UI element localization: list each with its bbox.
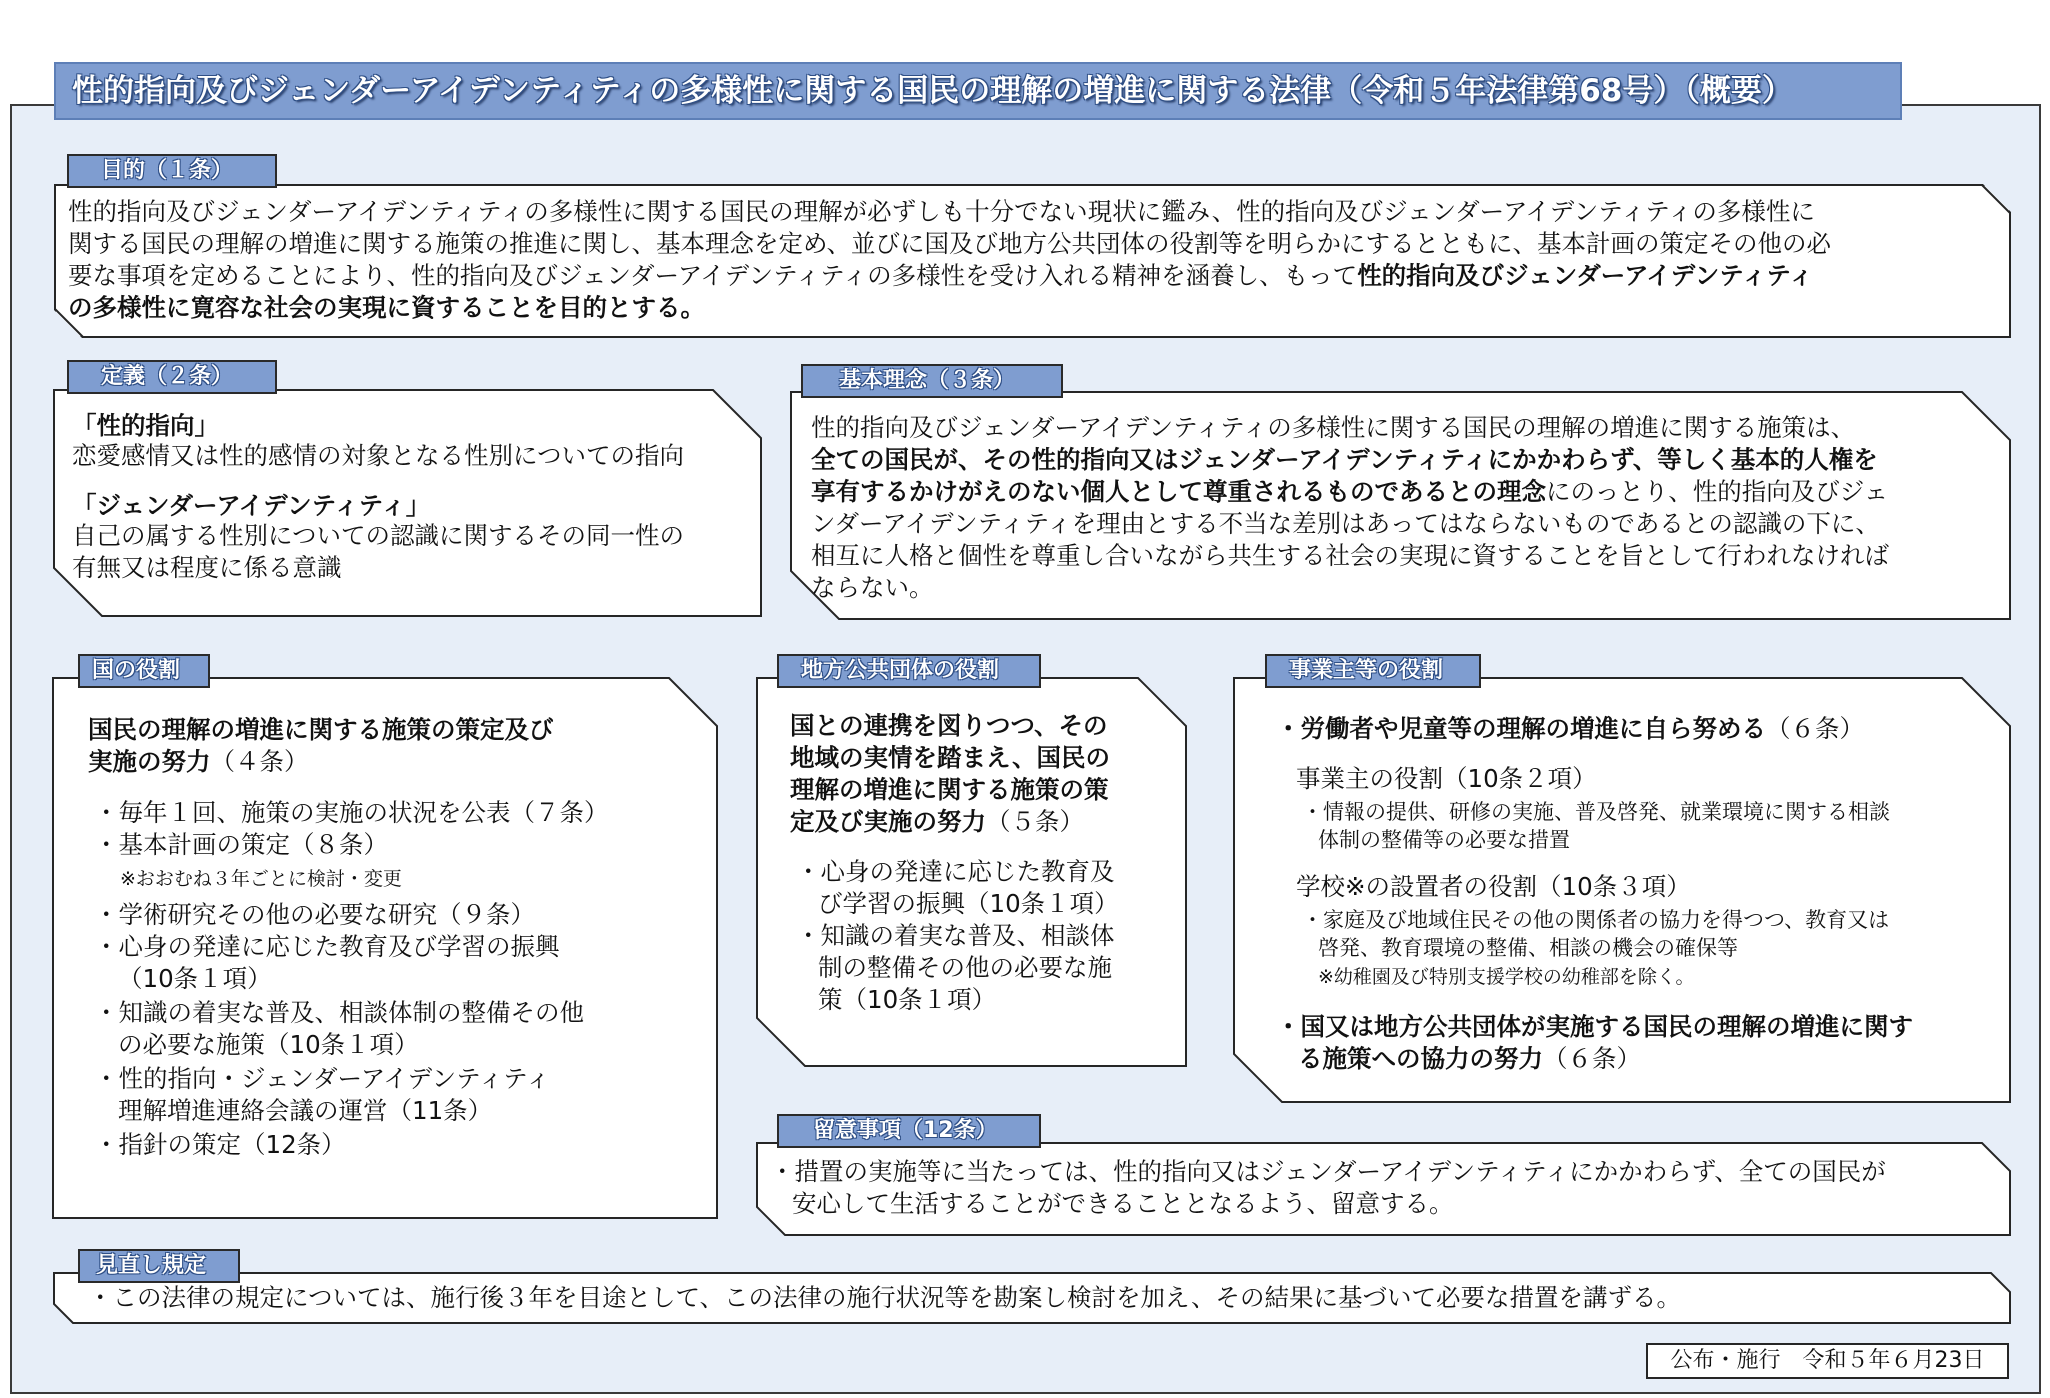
local-item-1-line-1: ・心身の発達に応じた教育及 xyxy=(796,857,1115,886)
national-item-4-cont: （10条１項） xyxy=(118,964,272,993)
employer-item-1: ・情報の提供、研修の実施、普及啓発、就業環境に関する相談 xyxy=(1302,800,1890,824)
local-lead-3: 理解の増進に関する施策の策 xyxy=(790,775,1109,804)
business-lead-2-line-2: る施策への協力の努力（６条） xyxy=(1298,1044,1641,1073)
business-lead-1: ・労働者や児童等の理解の増進に自ら努める（６条） xyxy=(1276,714,1864,743)
considerations-line-1: ・措置の実施等に当たっては、性的指向又はジェンダーアイデンティティにかかわらず、全ての国民が xyxy=(770,1157,1886,1186)
considerations-line-2: 安心して生活することができることとなるよう、留意する。 xyxy=(792,1189,1454,1218)
national-item-7: ・指針の策定（12条） xyxy=(94,1130,346,1159)
national-item-4: ・心身の発達に応じた教育及び学習の振興 xyxy=(94,932,560,961)
local-item-2-line-3: 策（10条１項） xyxy=(818,985,997,1014)
purpose-line-4: の多様性に寛容な社会の実現に資することを目的とする。 xyxy=(68,293,705,322)
basic-principle-heading: 基本理念（３条） xyxy=(801,364,1063,398)
employer-item-2: 体制の整備等の必要な措置 xyxy=(1318,828,1570,852)
school-role-title: 学校※の設置者の役割（10条３項） xyxy=(1296,872,1691,901)
national-note: ※おおむね３年ごとに検討・変更 xyxy=(120,868,402,890)
local-lead-4: 定及び実施の努力（５条） xyxy=(790,807,1084,836)
national-lead-2: 実施の努力（４条） xyxy=(88,747,309,776)
employer-role-title: 事業主の役割（10条２項） xyxy=(1296,764,1597,793)
review-line: ・この法律の規定については、施行後３年を目途として、この法律の施行状況等を勘案し検討を加え、その結果に基づいて必要な措置を講ずる。 xyxy=(88,1283,1681,1312)
national-item-5-cont: の必要な施策（10条１項） xyxy=(118,1030,419,1059)
local-lead-2: 地域の実情を踏まえ、国民の xyxy=(790,743,1110,772)
national-item-5: ・知識の着実な普及、相談体制の整備その他 xyxy=(94,998,584,1027)
principle-line-3: 享有するかけがえのない個人として尊重されるものであるとの理念にのっとり、性的指向及びジェ xyxy=(811,477,1889,506)
promulgation-date: 公布・施行 令和５年６月23日 xyxy=(1646,1343,2009,1379)
principle-line-6: ならない。 xyxy=(811,573,934,602)
def-gender-identity-2: 有無又は程度に係る意識 xyxy=(72,553,342,582)
business-lead-2-line-1: ・国又は地方公共団体が実施する国民の理解の増進に関す xyxy=(1276,1012,1913,1041)
local-role-heading: 地方公共団体の役割 xyxy=(777,654,1041,688)
school-item-1: ・家庭及び地域住民その他の関係者の協力を得つつ、教育又は xyxy=(1302,908,1890,932)
local-item-2-line-2: 制の整備その他の必要な施 xyxy=(818,953,1112,982)
considerations-heading: 留意事項（12条） xyxy=(777,1114,1041,1148)
definitions-heading: 定義（２条） xyxy=(67,360,277,394)
purpose-line-1: 性的指向及びジェンダーアイデンティティの多様性に関する国民の理解が必ずしも十分でない現状に鑑み、性的指向及びジェンダーアイデンティティの多様性に xyxy=(68,197,1815,226)
purpose-heading: 目的（１条） xyxy=(67,154,277,188)
local-lead-1: 国との連携を図りつつ、その xyxy=(790,711,1108,740)
def-gender-identity-1: 自己の属する性別についての認識に関するその同一性の xyxy=(72,521,685,550)
school-item-2: 啓発、教育環境の整備、相談の機会の確保等 xyxy=(1318,936,1738,960)
national-item-2: ・基本計画の策定（８条） xyxy=(94,830,388,859)
local-item-2-line-1: ・知識の着実な普及、相談体 xyxy=(796,921,1115,950)
business-role-heading: 事業主等の役割 xyxy=(1265,654,1481,688)
purpose-line-2: 関する国民の理解の増進に関する施策の推進に関し、基本理念を定め、並びに国及び地方公共団体の役割等を明らかにするとともに、基本計画の策定その他の必 xyxy=(68,229,1832,258)
school-note: ※幼稚園及び特別支援学校の幼稚部を除く。 xyxy=(1318,966,1695,988)
national-item-3: ・学術研究その他の必要な研究（９条） xyxy=(94,900,535,929)
principle-line-5: 相互に人格と個性を尊重し合いながら共生する社会の実現に資することを旨として行われなければ xyxy=(811,541,1889,570)
purpose-line-3: 要な事項を定めることにより、性的指向及びジェンダーアイデンティティの多様性を受け入れる精神を涵養し、もって性的指向及びジェンダーアイデンティティ xyxy=(68,261,1814,290)
national-item-6: ・性的指向・ジェンダーアイデンティティ xyxy=(94,1064,551,1093)
term-sexual-orientation: 「性的指向」 xyxy=(72,411,219,440)
national-item-6-cont: 理解増進連絡会議の運営（11条） xyxy=(118,1096,493,1125)
review-heading: 見直し規定 xyxy=(78,1249,240,1283)
national-lead-1: 国民の理解の増進に関する施策の策定及び xyxy=(88,715,554,744)
local-item-1-line-2: び学習の振興（10条１項） xyxy=(818,889,1119,918)
national-role-heading: 国の役割 xyxy=(78,654,210,688)
national-item-1: ・毎年１回、施策の実施の状況を公表（７条） xyxy=(94,798,609,827)
principle-line-4: ンダーアイデンティティを理由とする不当な差別はあってはならないものであるとの認識の下に、 xyxy=(811,509,1880,538)
principle-line-2: 全ての国民が、その性的指向又はジェンダーアイデンティティにかかわらず、等しく基本的人権を xyxy=(811,445,1878,474)
term-gender-identity: 「ジェンダーアイデンティティ」 xyxy=(72,491,431,520)
page-title: 性的指向及びジェンダーアイデンティティの多様性に関する国民の理解の増進に関する法律（令和５年法律第68号）（概要） xyxy=(54,62,1902,120)
principle-line-1: 性的指向及びジェンダーアイデンティティの多様性に関する国民の理解の増進に関する施策は、 xyxy=(811,413,1856,442)
def-sexual-orientation: 恋愛感情又は性的感情の対象となる性別についての指向 xyxy=(72,441,685,470)
